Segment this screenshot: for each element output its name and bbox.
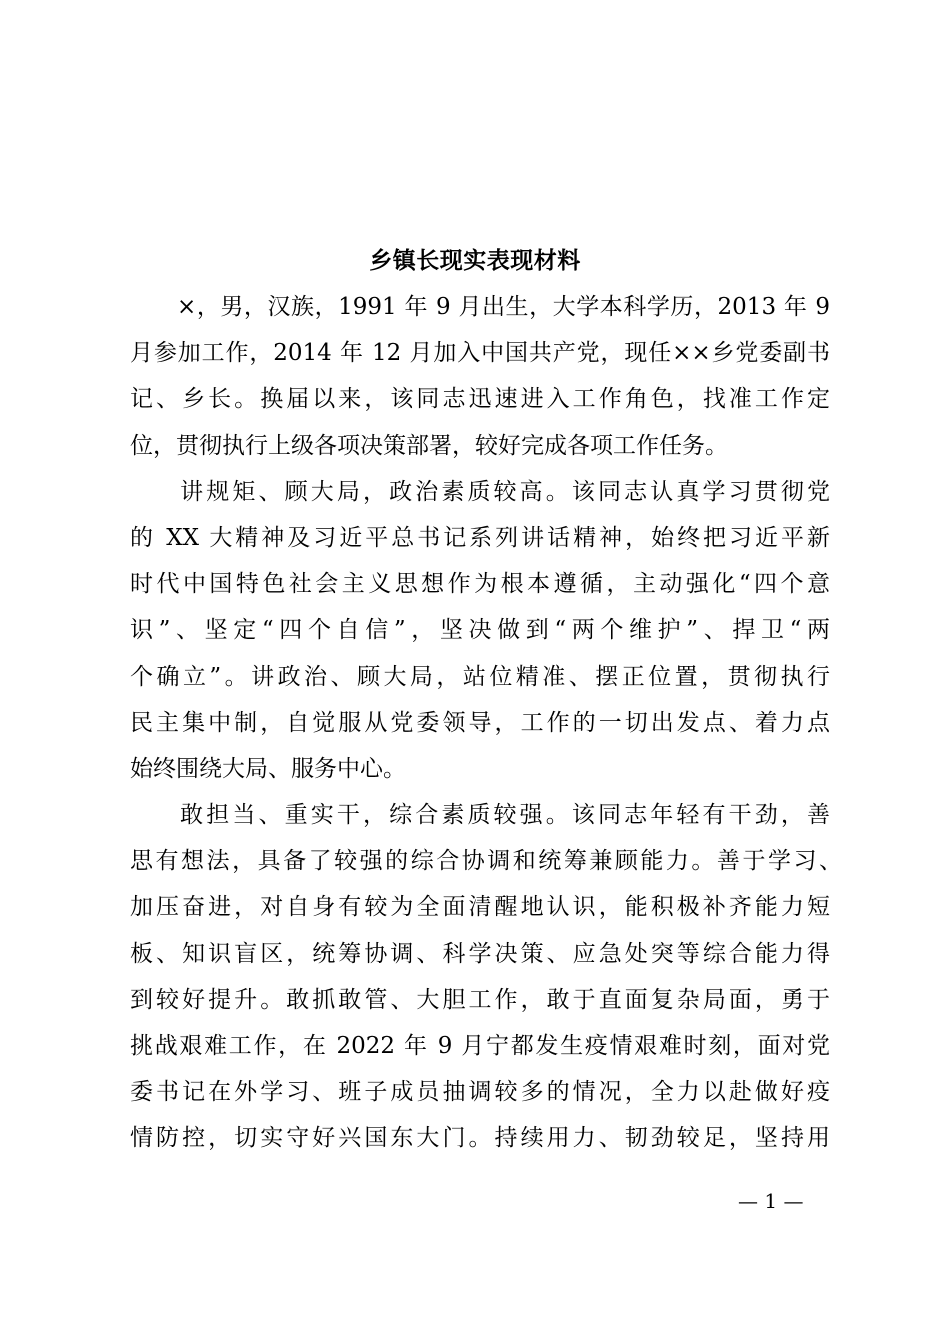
paragraph-2-line-1: 讲规矩、顾大局，政治素质较高。该同志认真学习贯彻党 <box>177 478 830 505</box>
paragraph-2-line-6: 民主集中制，自觉服从党委领导，工作的一切出发点、着力点 <box>130 709 830 736</box>
paragraph-3-line-3: 加压奋进，对自身有较为全面清醒地认识，能积极补齐能力短 <box>130 894 830 921</box>
paragraph-1-line-3: 记、乡长。换届以来，该同志迅速进入工作角色，找准工作定 <box>130 386 830 413</box>
paragraph-3-line-8: 情防控，切实守好兴国东大门。持续用力、韧劲较足，坚持用 <box>130 1125 830 1152</box>
paragraph-2-line-5: 个确立”。讲政治、顾大局，站位精准、摆正位置，贯彻执行 <box>130 663 830 690</box>
paragraph-3-line-6: 挑战艰难工作，在 2022 年 9 月宁都发生疫情艰难时刻，面对党 <box>130 1033 830 1059</box>
paragraph-3-line-2: 思有想法，具备了较强的综合协调和统筹兼顾能力。善于学习、 <box>130 848 842 875</box>
page-number: — 1 — <box>738 1189 804 1213</box>
document-body <box>130 284 842 1162</box>
paragraph-2-line-3: 时代中国特色社会主义思想作为根本遵循，主动强化“四个意 <box>130 571 830 598</box>
paragraph-3-line-7: 委书记在外学习、班子成员抽调较多的情况，全力以赴做好疫 <box>130 1079 830 1106</box>
paragraph-1-line-2: 月参加工作，2014 年 12 月加入中国共产党，现任××乡党委副书 <box>130 340 830 367</box>
paragraph-1-line-4: 位，贯彻执行上级各项决策部署，较好完成各项工作任务。 <box>130 432 728 459</box>
paragraph-3-line-4: 板、知识盲区，统筹协调、科学决策、应急处突等综合能力得 <box>130 940 830 967</box>
paragraph-1-line-1: ×，男，汉族，1991 年 9 月出生，大学本科学历，2013 年 9 <box>177 294 830 320</box>
paragraph-2-line-2: 的 XX 大精神及习近平总书记系列讲话精神，始终把习近平新 <box>130 524 830 551</box>
paragraph-2-line-7: 始终围绕大局、服务中心。 <box>130 755 406 782</box>
paragraph-2-line-4: 识”、坚定“四个自信”，坚决做到“两个维护”、捍卫“两 <box>130 617 830 644</box>
document-title: 乡镇长现实表现材料 <box>369 247 581 274</box>
paragraph-3-line-5: 到较好提升。敢抓敢管、大胆工作，敢于直面复杂局面，勇于 <box>130 986 830 1013</box>
paragraph-3-line-1: 敢担当、重实干，综合素质较强。该同志年轻有干劲，善 <box>177 802 830 829</box>
